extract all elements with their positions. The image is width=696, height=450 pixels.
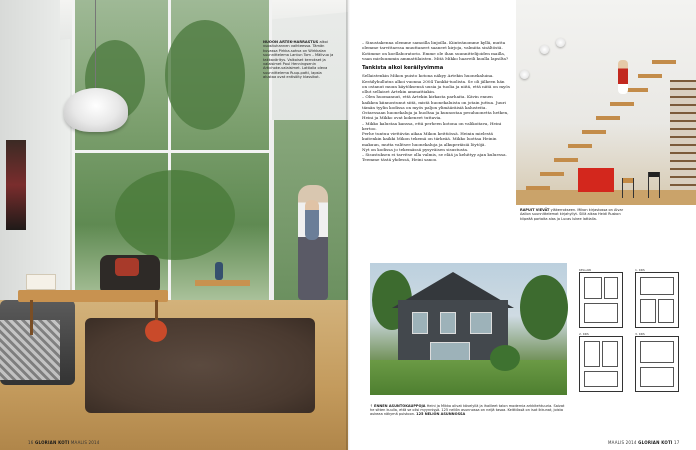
red-cushion	[115, 258, 139, 276]
article-text	[362, 40, 510, 163]
plan-room	[640, 341, 674, 363]
body-paragraph: Ostaessaan huonekaluja ja huoltaa ja kunnostaa pesuhuonetta hetken, Heini ja Mikko ovat kokeneet tuttavia.	[362, 110, 509, 121]
stair-step	[582, 130, 606, 134]
plan-label: 2. KRS	[579, 332, 589, 336]
vase	[215, 262, 223, 280]
plan-room	[640, 367, 674, 387]
stair-step	[610, 102, 634, 106]
plan-room	[584, 277, 602, 299]
caption-heading: RAPUIT VIEVÄT	[520, 208, 551, 212]
caption-heading: ENNEN ASUNTOKAUPPOJA	[374, 404, 427, 408]
pendant-lamp-icon	[556, 38, 565, 47]
plan-room	[584, 371, 618, 387]
stair-step	[652, 60, 676, 64]
large-window	[72, 0, 272, 300]
intro-paragraph: – Sinustakenna olemme samoilla linjoilla. Kiinteänomme kyllä, mutta olemme tarvittaessa muuttaneet saaneet kirjoja, valmiita sisältöstä. Kotimme on koellaboratorio. Emme ole ihan suunnittelijoiden mailla, vaan mieluummin ammattilaisten. Mitä Mikko haaveili kuulla lapsilta?	[362, 40, 509, 61]
body-paragraph: Sellaistenkin Mikon puisto kotona näkyy Artekin huonekaluina. Keräilyhullutus alkoi vuonna 2004 Tankki-tuolista. Se oli jälkeen hän on ostanut muun käytöksensä uusia ja tuolia ja niitä, että niitä on myös ollut sellaiset Artekin ammattiakin.	[362, 73, 510, 94]
issue-date: MAALIS 2014	[608, 440, 637, 445]
stool	[622, 178, 634, 198]
body-paragraph: Nyt on kodissa jo tekemässä pysyväisen sisustusta.	[362, 146, 469, 152]
issue-date: MAALIS 2014	[70, 440, 100, 445]
tree-shape	[165, 20, 245, 130]
caption-body: yläkerrokseen. Mikon kirjastossa on Alvar Aallon suunnittelemat kirjahyllyt. Sillä aikaa Heidi Ruskon kiipeää portaita alas ja Lucas lukee lattialla.	[520, 208, 624, 221]
stairs-floor	[516, 190, 696, 205]
child-on-stairs	[618, 60, 628, 94]
plan-room	[584, 303, 618, 323]
floor-plan-third	[635, 336, 679, 392]
coffee-table	[18, 290, 168, 302]
caption-heading: NUOON ARTEK-HARRASTUS	[263, 40, 320, 44]
body-paragraph: – Sisustuksen ei tarvitse olla valmis, se elää ja kehittyy ajan kuluessa. Teemme tästä yhdessä, Heini sanoo.	[362, 152, 507, 163]
pendant-lamp-icon	[540, 45, 549, 54]
magazine-name: GLORIAN KOTI	[34, 440, 70, 445]
stair-step	[638, 74, 662, 78]
photo-caption-stairs	[520, 208, 632, 221]
section-heading: Tankista alkoi keräilyvimma	[362, 65, 444, 71]
tree-shape	[115, 170, 235, 260]
photo-caption-left	[263, 40, 335, 80]
bookshelf	[670, 80, 696, 200]
caption-body: Heini ja Mikko olivat kävelyllä ja ihailleet talon modernia arkkitehtuuria. Saivat he sitten kuulla, että se olisi myynnissä. 125 neliön asunnossa on neljä tasoa. Keittiössä on isot ikkunat, joista aukeaa näkymä puistoon.	[370, 404, 565, 417]
caption-arrow-icon: ↑	[370, 404, 375, 408]
child-held	[305, 200, 319, 240]
caption-body: alkoi vuosituhannen vaihteessa. Tämän kuvassa Pirkka-sohva on Wirkkalan suunnittelema Lantun Tom – Mälivuo ja takkaväritys. Valkoiset kerrokset ja valaisimet Poul Henningsenin Artichoke-valaisimet. Lattialla oleva suunnittelema Ruup-patti, lapsia alustaa ovat entisöity klassikot.	[263, 40, 334, 80]
stair-step	[596, 116, 620, 120]
plan-label: KELLARI	[579, 268, 592, 272]
plan-room	[584, 341, 600, 367]
wall-painting	[6, 140, 26, 230]
stair-step	[540, 172, 564, 176]
plan-room	[604, 277, 618, 299]
shag-rug	[85, 318, 315, 413]
floor-plan-first	[635, 272, 679, 328]
red-cabinet	[578, 168, 614, 192]
photo-caption-bottom	[370, 404, 568, 417]
folio-left	[28, 440, 100, 445]
caption-highlight: 125 NELIÖN ASUNNOSSA	[416, 412, 466, 417]
pendant-lamp-icon	[520, 70, 529, 79]
body-paragraph: Perhe tuntuu viettävän aikaa Mikon keittiössä. Heinin mielestä kuitenkin kaikki Mikon tekemä on tärkeää. Mikko luottaa Heinin makuun, mutta valitsee huonekaluja ja alkuperäisiä löytöjä.	[362, 131, 497, 147]
body-paragraph: – Olen huomannut, että Artekin kirkasta parhaita. Kävin ennen kaikkea kiinnostunut siitä, mistä huonekaluista on jotain juttua. Juuri tämän tyylin kodissa on myös paljon ylimääräisiä kalusteita.	[362, 94, 506, 110]
plan-label: 3. KRS	[635, 332, 645, 336]
body-paragraph: – Mikko kalustaa kanssa, että perheen kotona on valikoitava, Heini kertoo.	[362, 120, 502, 131]
plan-label: 1. KRS	[635, 268, 645, 272]
stair-step	[554, 158, 578, 162]
tree-shape	[520, 275, 568, 340]
house-window	[470, 312, 492, 334]
house-window	[412, 312, 428, 334]
lamp-cord	[95, 0, 96, 88]
stool	[648, 172, 660, 198]
bush-shape	[490, 345, 520, 371]
floor-plans	[575, 268, 687, 394]
plan-room	[602, 341, 618, 367]
floor-plan-second	[579, 336, 623, 392]
gutter	[346, 0, 350, 450]
plan-room	[640, 299, 656, 323]
floor-plan-basement	[579, 272, 623, 328]
plan-room	[640, 277, 674, 295]
page-number: 17	[674, 440, 680, 445]
red-stool	[145, 320, 167, 342]
plan-room	[658, 299, 674, 323]
house-window	[440, 312, 456, 334]
white-box	[26, 274, 56, 290]
lawn	[370, 360, 567, 395]
folio-right	[608, 440, 680, 445]
stair-step	[568, 144, 592, 148]
page-number: 16	[28, 440, 34, 445]
table-leg	[30, 300, 33, 335]
side-table	[195, 280, 250, 286]
magazine-name: GLORIAN KOTI	[638, 440, 673, 445]
artichoke-lamp-icon	[64, 88, 128, 132]
